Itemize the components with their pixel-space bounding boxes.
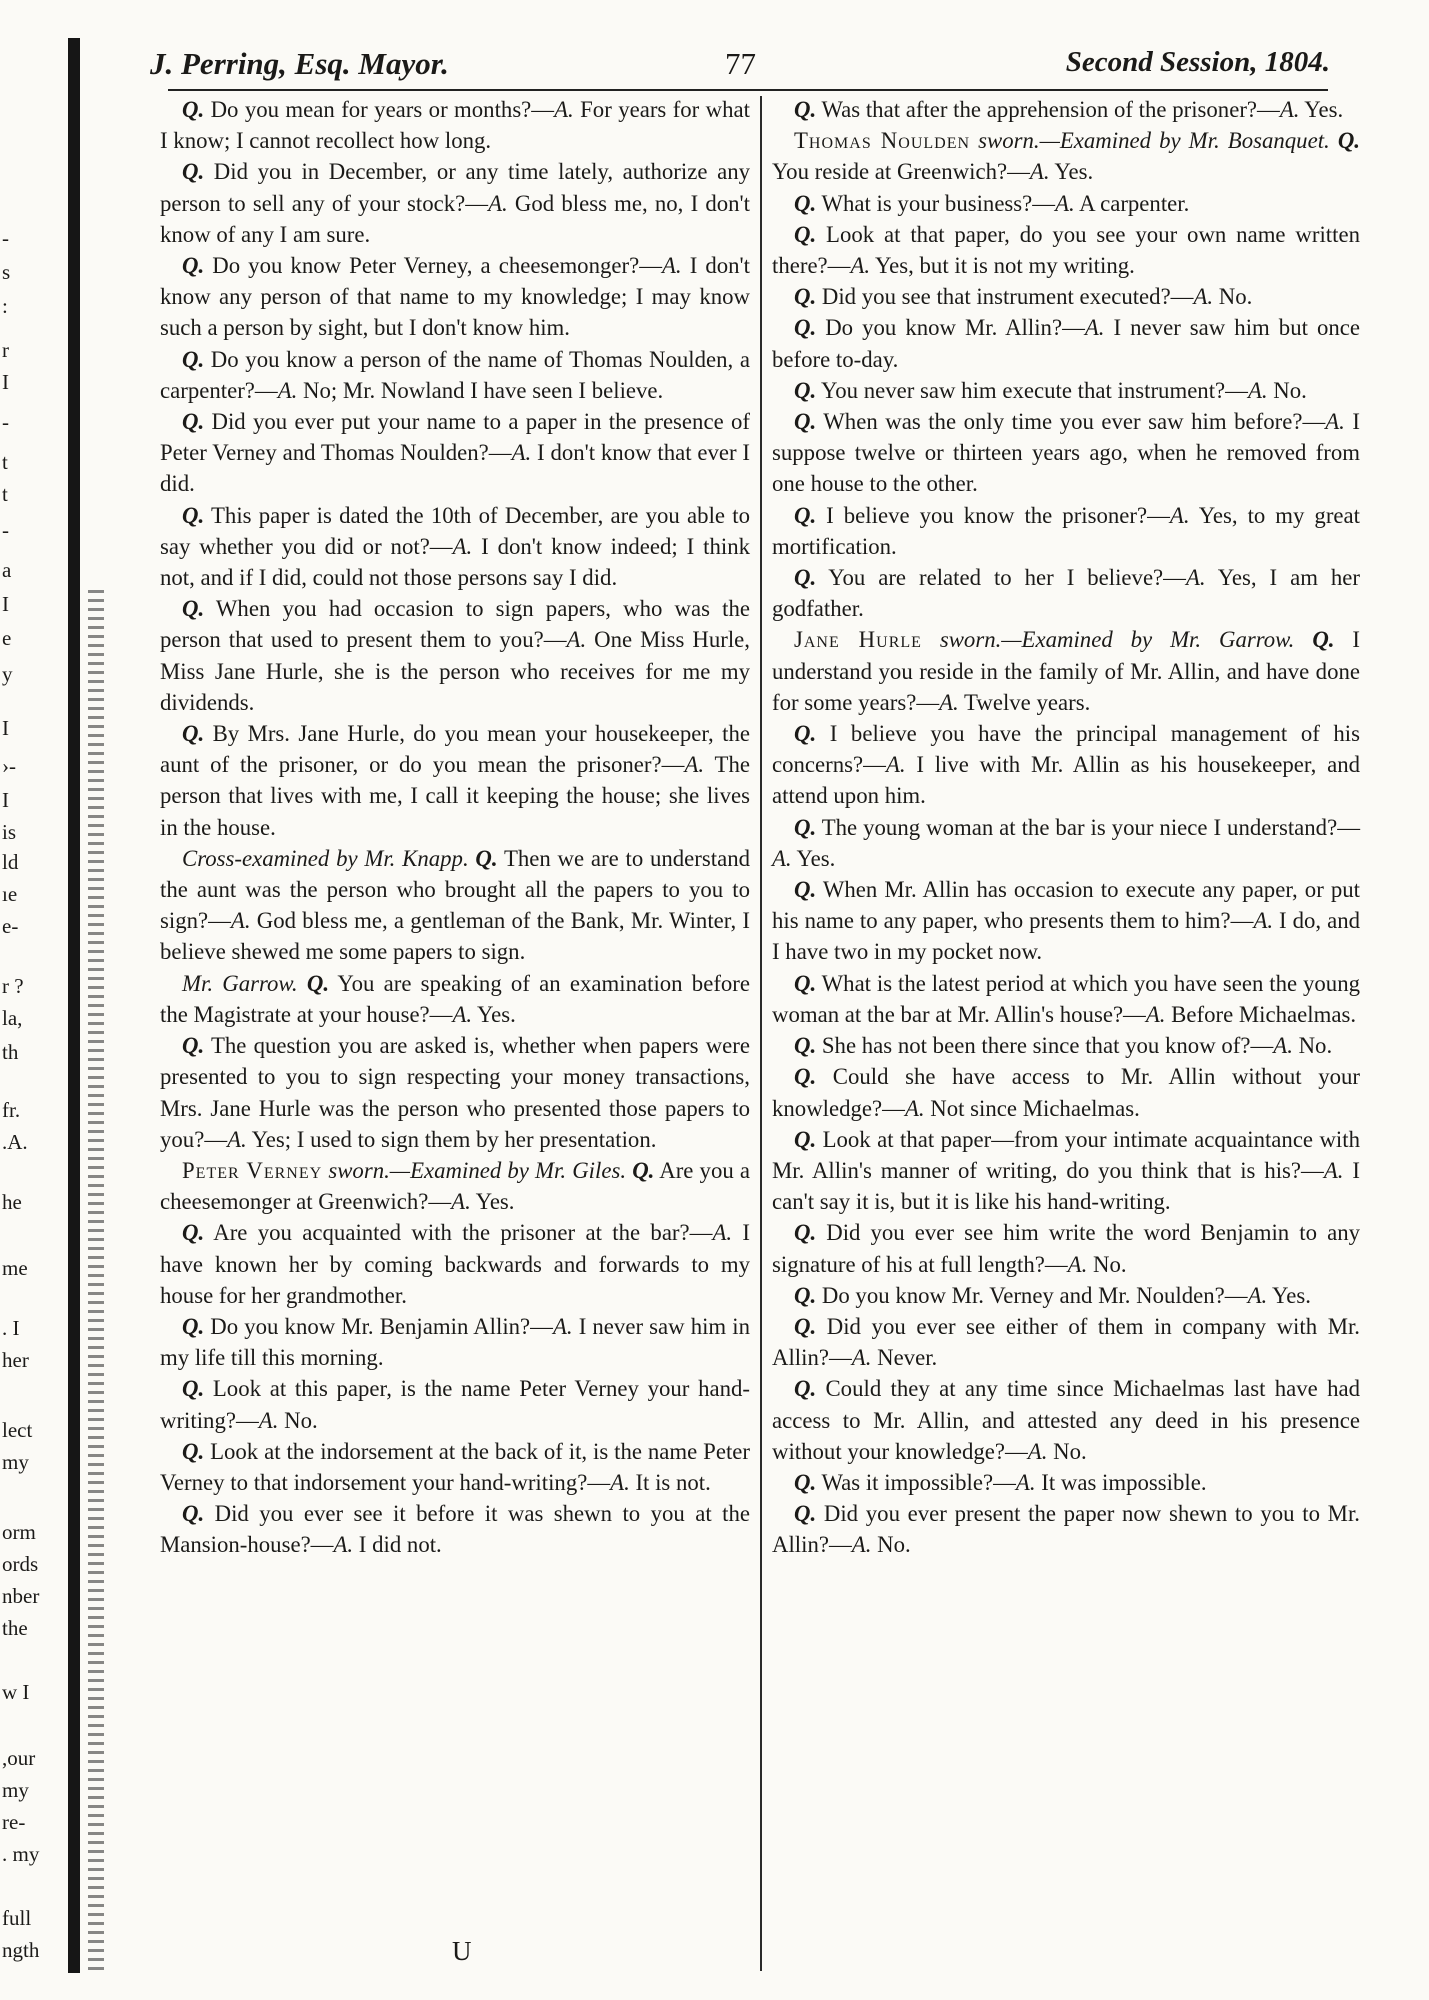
margin-fragment: - — [2, 410, 9, 434]
margin-fragment: ıe — [2, 882, 18, 906]
answer-marker: A. — [1027, 1438, 1048, 1464]
testimony-text: No. — [1047, 1438, 1087, 1464]
testimony-paragraph — [160, 843, 750, 968]
testimony-text: Never. — [871, 1345, 938, 1371]
question-marker: Q. — [794, 377, 817, 403]
testimony-text — [298, 971, 307, 996]
answer-marker: A. — [662, 253, 682, 279]
testimony-text: I live with Mr. Allin as his housekeeper, and attend upon him. — [772, 752, 1360, 809]
testimony-text: What is the latest period at which you have seen the young woman at the bar at Mr. Allin's house?— — [772, 970, 1360, 1027]
testimony-paragraph — [772, 1467, 1360, 1498]
question-marker: Q. — [1337, 128, 1360, 154]
margin-fragment: la, — [2, 1006, 23, 1030]
testimony-text: I believe you have the principal management of his concerns?— — [772, 721, 1360, 778]
answer-marker: A. — [277, 377, 298, 403]
margin-fragment: s — [2, 260, 11, 284]
answer-marker: A. — [772, 845, 792, 871]
testimony-text: Look at the indorsement at the back of it, is the name Peter Verney to that indorsement your hand-writing?— — [160, 1438, 750, 1495]
testimony-paragraph — [160, 593, 750, 718]
question-marker: Q. — [794, 1033, 817, 1059]
testimony-text: Do you know a person of the name of Thomas Noulden, a carpenter?— — [160, 346, 750, 403]
margin-fragment: ld — [2, 850, 19, 874]
question-marker: Q. — [794, 1126, 817, 1152]
testimony-text: No; Mr. Nowland I have seen I believe. — [297, 377, 664, 403]
testimony-paragraph — [160, 1030, 750, 1155]
testimony-text: God bless me, no, I don't know of any I am sure. — [160, 190, 751, 247]
answer-marker: A. — [1029, 159, 1050, 185]
answer-marker: A. — [610, 1469, 630, 1495]
testimony-text: Yes, but it is not my writing. — [870, 253, 1135, 279]
question-marker: Q. — [475, 845, 498, 871]
examination-note: sworn.—Examined by Mr. Bosanquet. — [978, 128, 1330, 154]
testimony-text: Do you know Mr. Benjamin Allin?— — [204, 1313, 553, 1339]
testimony-text: I do, and I have two in my pocket now. — [772, 908, 1360, 965]
facing-page-gutter — [0, 0, 128, 2000]
right-column — [772, 94, 1360, 1561]
testimony-paragraph — [772, 1373, 1360, 1467]
header-rule — [168, 89, 1328, 91]
testimony-paragraph — [772, 1217, 1360, 1279]
testimony-text: Did you in December, or any time lately, authorize any person to sell any of your stock?— — [160, 159, 750, 216]
testimony-text: Then we are to understand the aunt was the person who brought all the papers to you to sign?— — [160, 845, 750, 934]
testimony-text: What is your business?— — [816, 190, 1056, 216]
examination-note: Cross-examined by Mr. Knapp. — [182, 845, 469, 871]
margin-fragment: orm — [2, 1520, 36, 1544]
testimony-text: I never saw him but once before to-day. — [772, 315, 1360, 372]
margin-fragment: my — [2, 1778, 29, 1802]
testimony-text: I don't know any person of that name to my knowledge; I may know such a person by sight, but I don't know him. — [160, 253, 750, 341]
margin-fragment: th — [2, 1040, 19, 1064]
answer-marker: A. — [451, 1189, 471, 1215]
testimony-text: Yes, to my great mortification. — [772, 502, 1360, 559]
question-marker: Q. — [794, 1220, 817, 1246]
margin-fragment: w I — [2, 1680, 30, 1704]
margin-fragment: e- — [2, 914, 19, 938]
testimony-text: Did you ever put your name to a paper in the presence of Peter Verney and Thomas Noulden?— — [160, 409, 750, 466]
question-marker: Q. — [182, 409, 205, 435]
testimony-text: You are speaking of an examination before the Magistrate at your house?— — [160, 970, 751, 1027]
binding-edge — [68, 38, 80, 1973]
testimony-text: When was the only time you ever saw him before?— — [816, 409, 1326, 435]
testimony-text: Look at that paper, do you see your own name written there?— — [772, 221, 1360, 279]
question-marker: Q. — [182, 97, 205, 122]
testimony-paragraph — [772, 1498, 1360, 1560]
margin-fragment: I — [2, 370, 9, 394]
witness-name: Jane Hurle — [794, 627, 922, 653]
testimony-text: Do you know Mr. Allin?— — [816, 315, 1085, 341]
testimony-text: One Miss Hurle, Miss Jane Hurle, she is the person who receives for me my dividends. — [160, 627, 750, 715]
testimony-paragraph — [772, 1311, 1360, 1373]
question-marker: Q. — [794, 1376, 817, 1402]
testimony-paragraph — [772, 1124, 1360, 1218]
testimony-paragraph — [772, 281, 1360, 312]
margin-fragment: he — [2, 1190, 22, 1214]
testimony-text: No. — [871, 1532, 911, 1558]
margin-fragment: ›- — [2, 754, 16, 778]
answer-marker: A. — [258, 1407, 279, 1433]
question-marker: Q. — [182, 1033, 205, 1059]
margin-fragment: : — [2, 294, 8, 318]
testimony-text: Did you see that instrument executed?— — [816, 284, 1194, 310]
testimony-text — [1294, 627, 1312, 652]
answer-marker: A. — [566, 627, 587, 653]
question-marker: Q. — [794, 1064, 817, 1090]
testimony-text — [1330, 128, 1338, 153]
margin-fragment: full — [2, 1906, 32, 1930]
question-marker: Q. — [306, 970, 330, 996]
testimony-text: It was impossible. — [1035, 1469, 1207, 1495]
testimony-text: Yes. — [1049, 159, 1094, 185]
testimony-text: Before Michaelmas. — [1165, 1001, 1357, 1027]
answer-marker: A. — [1273, 1033, 1293, 1059]
testimony-paragraph — [160, 344, 750, 406]
witness-name: Peter Verney — [182, 1157, 323, 1183]
question-marker: Q. — [794, 97, 817, 122]
testimony-text: No. — [1213, 284, 1253, 310]
margin-fragment: nber — [2, 1584, 40, 1608]
examination-note: Mr. Garrow. — [182, 970, 298, 996]
margin-fragment: a — [2, 558, 12, 582]
testimony-text: I never saw him in my life till this morning. — [160, 1313, 750, 1371]
testimony-paragraph — [772, 874, 1360, 968]
question-marker: Q. — [794, 284, 817, 310]
question-marker: Q. — [794, 409, 817, 435]
answer-marker: A. — [851, 1345, 872, 1371]
answer-marker: A. — [1015, 1469, 1036, 1495]
testimony-text: The young woman at the bar is your niece I understand?— — [816, 814, 1360, 840]
ink-bleed — [88, 590, 104, 1970]
answer-marker: A. — [488, 190, 508, 216]
question-marker: Q. — [794, 877, 817, 903]
testimony-paragraph — [160, 500, 750, 594]
margin-fragment: lect — [2, 1418, 33, 1442]
testimony-paragraph — [160, 156, 750, 250]
question-marker: Q. — [182, 159, 205, 185]
testimony-text: No. — [278, 1407, 318, 1433]
testimony-text: You never saw him execute that instrument?— — [816, 377, 1248, 403]
question-marker: Q. — [182, 502, 205, 528]
margin-fragment: my — [2, 1450, 29, 1474]
testimony-paragraph — [160, 1217, 750, 1311]
testimony-paragraph — [772, 812, 1360, 874]
margin-fragment: e — [2, 626, 12, 650]
testimony-text: I don't know that ever I did. — [160, 440, 750, 497]
question-marker: Q. — [794, 315, 817, 341]
margin-fragment: I — [2, 716, 9, 740]
answer-marker: A. — [511, 440, 532, 466]
margin-fragment: is — [2, 820, 17, 844]
testimony-paragraph — [772, 1030, 1360, 1061]
testimony-paragraph — [772, 624, 1360, 718]
testimony-text: For years for what I know; I cannot recollect how long. — [160, 97, 750, 154]
testimony-text: Yes. — [1299, 97, 1344, 122]
question-marker: Q. — [794, 502, 817, 528]
testimony-paragraph — [160, 1155, 750, 1217]
testimony-paragraph — [772, 125, 1360, 187]
answer-marker: A. — [1145, 1001, 1166, 1027]
answer-marker: A. — [850, 253, 871, 279]
margin-fragment: ords — [2, 1552, 39, 1576]
witness-name: Thomas Noulden — [794, 128, 971, 154]
question-marker: Q. — [794, 1469, 817, 1495]
testimony-text: Did you ever see him write the word Benjamin to any signature of his at full length?— — [772, 1220, 1360, 1277]
testimony-text: I don't know indeed; I think not, and if I did, could not those persons say I did. — [160, 533, 750, 591]
question-marker: Q. — [182, 253, 205, 279]
margin-fragment: the — [2, 1616, 28, 1640]
answer-marker: A. — [1169, 502, 1190, 528]
margin-fragment: her — [2, 1348, 29, 1372]
testimony-paragraph — [160, 94, 750, 156]
testimony-text: When you had occasion to sign papers, who was the person that used to present them to you?— — [160, 596, 750, 653]
answer-marker: A. — [227, 1126, 247, 1152]
testimony-text: No. — [1267, 377, 1307, 403]
column-rule — [760, 96, 762, 1971]
testimony-text: Twelve years. — [958, 689, 1091, 715]
testimony-text: Do you know Peter Verney, a cheesemonger?— — [204, 253, 662, 279]
question-marker: Q. — [182, 721, 205, 747]
testimony-paragraph — [772, 968, 1360, 1030]
testimony-text: God bless me, a gentleman of the Bank, Mr. Winter, I believe shewed me some papers to sign. — [160, 908, 750, 965]
testimony-text: Could they at any time since Michaelmas last have had access to Mr. Allin, and attested any deed in his presence without your knowledge?— — [772, 1376, 1360, 1464]
question-marker: Q. — [794, 190, 817, 216]
testimony-paragraph — [772, 188, 1360, 219]
answer-marker: A. — [552, 1313, 573, 1339]
testimony-text: By Mrs. Jane Hurle, do you mean your housekeeper, the aunt of the prisoner, or do you mean the prisoner?— — [160, 721, 750, 778]
testimony-text: The question you are asked is, whether when papers were presented to you to sign respecting your money transactions, Mrs. Jane Hurle was the person who presented those papers to you?— — [160, 1033, 750, 1152]
margin-fragment: r ? — [2, 974, 24, 998]
margin-fragment: . my — [2, 1842, 40, 1866]
answer-marker: A. — [1253, 908, 1274, 934]
answer-marker: A. — [939, 689, 959, 715]
question-marker: Q. — [632, 1157, 655, 1183]
answer-marker: A. — [1279, 97, 1300, 122]
testimony-text: This paper is dated the 10th of December, are you able to say whether you did or not?— — [160, 502, 750, 559]
testimony-text: Yes. — [791, 845, 836, 871]
testimony-text: You are related to her I believe?— — [816, 565, 1186, 591]
answer-marker: A. — [1247, 1282, 1268, 1308]
question-marker: Q. — [794, 814, 817, 840]
answer-marker: A. — [1055, 190, 1075, 216]
testimony-text: Could she have access to Mr. Allin without your knowledge?— — [772, 1064, 1360, 1121]
testimony-paragraph — [160, 250, 750, 344]
testimony-text: Did you ever see either of them in company with Mr. Allin?— — [772, 1313, 1360, 1371]
testimony-text: Did you ever present the paper now shewn to you to Mr. Allin?— — [772, 1501, 1360, 1558]
margin-fragment: t — [2, 482, 8, 506]
testimony-text: Look at that paper—from your intimate acquaintance with Mr. Allin's manner of writing, do you think that is his?— — [772, 1126, 1360, 1183]
answer-marker: A. — [333, 1532, 354, 1558]
testimony-text: I can't say it is, but it is like his hand-writing. — [772, 1157, 1360, 1215]
question-marker: Q. — [182, 1438, 205, 1464]
question-marker: Q. — [794, 221, 817, 247]
signature-mark: U — [452, 1936, 472, 1966]
margin-fragment: - — [2, 226, 9, 250]
question-marker: Q. — [182, 1501, 205, 1527]
answer-marker: A. — [1325, 409, 1345, 435]
answer-marker: A. — [885, 752, 906, 778]
margin-fragment: .A. — [2, 1130, 28, 1154]
testimony-text: I suppose twelve or thirteen years ago, when he removed from one house to the other. — [772, 409, 1360, 497]
testimony-text: Do you know Mr. Verney and Mr. Noulden?— — [816, 1282, 1248, 1308]
answer-marker: A. — [1323, 1157, 1344, 1183]
margin-fragment: fr. — [2, 1098, 21, 1122]
testimony-text: Yes, I am her godfather. — [772, 565, 1360, 622]
testimony-text: I believe you know the prisoner?— — [816, 502, 1170, 528]
testimony-paragraph — [772, 500, 1360, 562]
margin-fragment: ngth — [2, 1938, 40, 1962]
margin-fragment: I — [2, 592, 9, 616]
answer-marker: A. — [712, 1220, 733, 1246]
testimony-paragraph — [772, 406, 1360, 500]
page-number: 77 — [725, 46, 756, 81]
testimony-paragraph — [772, 375, 1360, 406]
testimony-paragraph — [160, 1373, 750, 1435]
testimony-paragraph — [772, 562, 1360, 624]
margin-fragment: - — [2, 518, 9, 542]
question-marker: Q. — [794, 1501, 817, 1527]
answer-marker: A. — [452, 1001, 473, 1027]
answer-marker: A. — [452, 533, 473, 559]
answer-marker: A. — [904, 1095, 925, 1121]
testimony-text: Did you ever see it before it was shewn to you at the Mansion-house?— — [160, 1501, 750, 1558]
testimony-text: No. — [1292, 1033, 1333, 1059]
answer-marker: A. — [1084, 315, 1105, 341]
question-marker: Q. — [1312, 627, 1335, 653]
testimony-text: I understand you reside in the family of Mr. Allin, and have done for some years?— — [772, 627, 1360, 715]
question-marker: Q. — [182, 1313, 205, 1339]
testimony-text: I have known her by coming backwards and forwards to my house for her grandmother. — [160, 1220, 751, 1308]
testimony-text — [970, 128, 978, 153]
testimony-text: Are you a cheesemonger at Greenwich?— — [160, 1157, 751, 1215]
testimony-text: Yes. — [1267, 1282, 1311, 1308]
header-mayor: J. Perring, Esq. Mayor. — [150, 46, 449, 81]
testimony-paragraph — [772, 1061, 1360, 1123]
margin-fragment: I — [2, 788, 9, 812]
testimony-paragraph — [772, 718, 1360, 812]
left-column — [160, 94, 750, 1561]
margin-fragment: re- — [2, 1810, 26, 1834]
testimony-paragraph — [160, 968, 750, 1030]
testimony-text: Are you acquainted with the prisoner at the bar?— — [204, 1220, 713, 1246]
testimony-text: She has not been there since that you know of?— — [816, 1033, 1274, 1059]
testimony-text: A carpenter. — [1074, 190, 1190, 216]
testimony-text: Look at this paper, is the name Peter Verney your hand-writing?— — [160, 1376, 750, 1433]
margin-fragment: y — [2, 662, 13, 686]
question-marker: Q. — [182, 1220, 205, 1246]
testimony-paragraph — [772, 1280, 1360, 1311]
answer-marker: A. — [230, 908, 251, 934]
answer-marker: A. — [1067, 1251, 1088, 1277]
examination-note: sworn.—Examined by Mr. Garrow. — [939, 627, 1295, 653]
testimony-paragraph — [160, 1436, 750, 1498]
testimony-text: It is not. — [629, 1469, 711, 1495]
testimony-text: Was that after the apprehension of the prisoner?— — [816, 97, 1280, 122]
question-marker: Q. — [794, 1313, 817, 1339]
answer-marker: A. — [1247, 377, 1268, 403]
header-session: Second Session, 1804. — [1065, 46, 1330, 78]
testimony-paragraph — [160, 406, 750, 500]
question-marker: Q. — [794, 970, 817, 996]
testimony-text: The person that lives with me, I call it keeping the house; she lives in the house. — [160, 752, 750, 840]
testimony-text: When Mr. Allin has occasion to execute any paper, or put his name to any paper, who presents them to him?— — [772, 877, 1360, 934]
question-marker: Q. — [182, 596, 205, 622]
testimony-paragraph — [772, 312, 1360, 374]
question-marker: Q. — [794, 565, 817, 591]
answer-marker: A. — [554, 97, 574, 122]
question-marker: Q. — [182, 346, 205, 372]
testimony-text: No. — [1087, 1251, 1127, 1277]
testimony-paragraph — [772, 94, 1360, 125]
running-header — [150, 42, 1330, 88]
question-marker: Q. — [794, 1282, 817, 1308]
testimony-text — [922, 627, 940, 652]
answer-marker: A. — [1193, 284, 1214, 310]
testimony-text: You reside at Greenwich?— — [772, 159, 1030, 185]
margin-fragment: ,our — [2, 1746, 36, 1770]
margin-fragment: r — [2, 338, 9, 362]
testimony-paragraph — [772, 219, 1360, 281]
testimony-text: Yes. — [470, 1189, 515, 1215]
testimony-text: Yes. — [472, 1001, 516, 1027]
answer-marker: A. — [684, 752, 705, 778]
answer-marker: A. — [851, 1532, 872, 1558]
question-marker: Q. — [182, 1376, 205, 1402]
question-marker: Q. — [794, 721, 817, 747]
margin-fragment: t — [2, 450, 8, 474]
testimony-paragraph — [160, 718, 750, 843]
testimony-paragraph — [160, 1311, 750, 1373]
margin-fragment: . I — [2, 1316, 20, 1340]
testimony-text: I did not. — [353, 1532, 442, 1558]
testimony-paragraph — [160, 1498, 750, 1560]
examination-note: sworn.—Examined by Mr. Giles. — [328, 1157, 627, 1183]
margin-fragment: me — [2, 1256, 28, 1280]
testimony-text: Do you mean for years or months?— — [204, 97, 555, 122]
testimony-text: Not since Michaelmas. — [924, 1095, 1140, 1121]
testimony-text: Yes; I used to sign them by her presentation. — [246, 1126, 657, 1152]
answer-marker: A. — [1185, 565, 1206, 591]
testimony-text: Was it impossible?— — [816, 1469, 1016, 1495]
